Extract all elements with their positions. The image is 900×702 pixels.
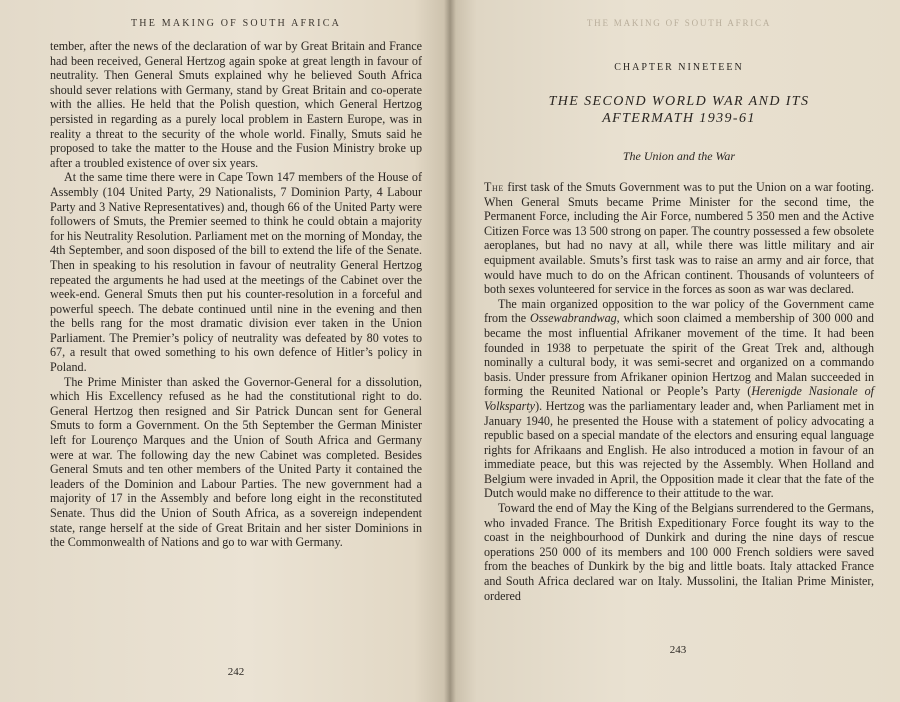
right-paragraph-3: Toward the end of May the King of the Belgians surrendered to the Germans, who invaded France. The British Expeditionary Force fought its way to the coast in the neighbourhood of Dunkirk and during the nine days of rescue operations 250 000 of its members and 100 000 French soldiers were saved from the beaches of Dunkirk by the big and little boats. Italy attacked France and South Africa declared war on Italy. Mussolini, the Italian Prime Minister, ordered bbox=[484, 501, 874, 603]
page-number-right: 243 bbox=[669, 644, 687, 656]
right-paragraph-2-part-b: , which soon claimed a membership of 300 000 and became the most influential Afrikaner movement of the time. It had been founded in 1938 to perpetuate the spirit of the Great Trek and, although nominally a cultural body, it was semi-secret and organized on a commando basis. Under pressure from Afrikaner opinion Hertzog and Malan succeeded in forming the Reunited National or People’s Party ( bbox=[484, 311, 874, 399]
chapter-title-line-2: AFTERMATH 1939-61 bbox=[602, 111, 756, 126]
right-paragraph-1-text: first task of the Smuts Government was to put the Union on a war footing. When General Smuts became Prime Minister for the second time, the Permanent Force, including the Air Force, numbered 5 350 men and the Active Citizen Force was 13 500 strong on paper. The country possessed a few obsolete aeroplanes, but had no navy at all, while there was little military and air equipment available. Smuts’s first task was to raise an army and air force, that would have much to do on the African continent. Thousands of volunteers of both sexes volunteered for service in the forces as soon as war was declared. bbox=[484, 180, 874, 297]
left-paragraph-2: At the same time there were in Cape Town 147 members of the House of Assembly (104 United Party, 29 Nationalists, 7 Dominion Party, 4 Labour Party and 3 Native Representatives) and, though 66 of the United Party were followers of Smuts, the Premier seemed to think he could obtain a majority for his Neutrality Resolution. Parliament met on the morning of Monday, the 4th September, and soon disposed of the bill to extend the life of the Senate. Then in speaking to his resolution in favour of neutrality General Hertzog repeated the arguments he had used at the meetings of the Cabinet over the week-end. General Smuts then put his counter-resolution in a forceful and powerful speech. The debate continued until nine in the evening and then the bells rang for the most dramatic division ever taken in the Union Parliament. The Premier’s policy of neutrality was defeated by 80 votes to 67, a result that owed something to his own defence of Hitler’s policy in Poland. bbox=[50, 170, 422, 375]
book-gutter bbox=[444, 0, 456, 702]
paragraph-lead-word: The bbox=[484, 180, 504, 194]
party-name-italic: Herenigde Nasionale of Volksparty bbox=[484, 384, 874, 413]
right-paragraph-2-part-a: The main organized opposition to the war policy of the Government came from the bbox=[484, 296, 874, 326]
right-paragraph-2-part-c: ). Hertzog was the parliamentary leader and, when Parliament met in January 1940, he presented the House with a statement of policy advocating a republic based on a special mandate of the electors and ensuring equal language rights for Afrikaans and English. He also introduced a motion in favour of an immediate peace, but this was rejected by the Assembly. When Holland and Belgium were invaded in April, the Opposition made it clear that the fate of the Dutch would make no difference to their attitude to the war. bbox=[484, 398, 874, 501]
left-paragraph-1: tember, after the news of the declaration of war by Great Britain and France had been received, General Hertzog again spoke at great length in favour of neutrality. Then General Smuts explained why he believed South Africa should sever relations with Germany, stand by Great Britain and co-operate with the allies. He held that the Polish question, which General Hertzog persisted in regarding as a purely local problem in Eastern Europe, was in reality a threat to the security of the whole world. Finally, Smuts said he proposed to take the matter to the House and the Fusion Ministry broke up after a troubled existence of over six years. bbox=[50, 39, 422, 170]
left-paragraph-3: The Prime Minister than asked the Governor-General for a dissolution, which His Excellency refused as he had the constitutional right to do. General Hertzog then resigned and Sir Patrick Duncan sent for General Smuts to form a Government. On the 5th September the German Minister left for Lourenço Marques and the Union of South Africa and Germany were at war. The following day the new Cabinet was completed. Besides General Smuts and ten other members of the United Party it contained the leaders of the Dominion and Labour Parties. The new government had a majority of 17 in the Assembly and before long eight in the reconstituted Senate. Thus did the Union of South Africa, as a sovereign independent state, range herself at the side of Great Britain and her sister Dominions in the Commonwealth of Nations and go to war with Germany. bbox=[50, 374, 422, 550]
right-paragraph-2 bbox=[484, 297, 874, 501]
page-number-left: 242 bbox=[227, 666, 245, 678]
ossewabrandwag-italic: Ossewabrandwag bbox=[529, 311, 617, 326]
running-head-right-showthrough: THE MAKING OF SOUTH AFRICA bbox=[586, 18, 772, 28]
right-paragraph-1 bbox=[484, 180, 874, 297]
chapter-title-line-1: THE SECOND WORLD WAR AND ITS bbox=[548, 94, 810, 109]
right-page bbox=[450, 0, 900, 702]
chapter-label: CHAPTER NINETEEN bbox=[614, 62, 744, 73]
chapter-title bbox=[484, 93, 874, 127]
section-title: The Union and the War bbox=[622, 149, 736, 163]
running-head-left: THE MAKING OF SOUTH AFRICA bbox=[131, 18, 341, 29]
